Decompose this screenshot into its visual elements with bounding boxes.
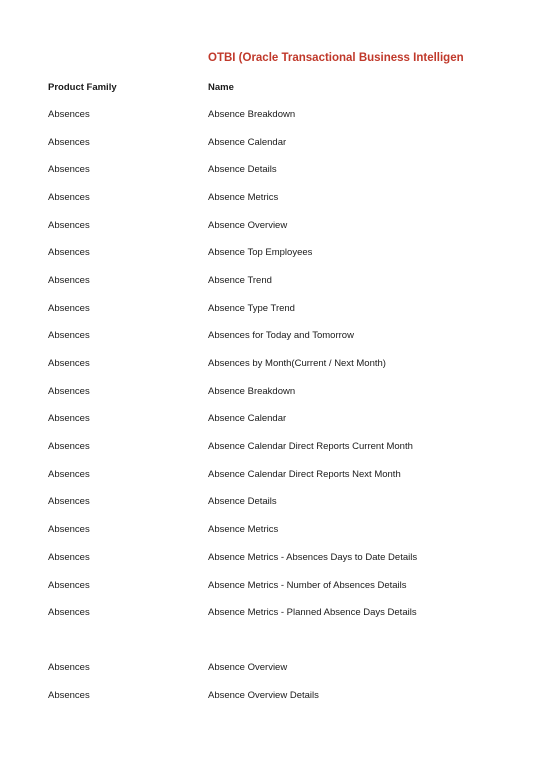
cell-name: Absence Calendar Direct Reports Next Month bbox=[208, 469, 401, 480]
document-title: OTBI (Oracle Transactional Business Intelligen bbox=[208, 52, 464, 64]
cell-name: Absence Top Employees bbox=[208, 247, 313, 258]
cell-product-family: Absences bbox=[48, 330, 90, 341]
cell-name: Absence Overview bbox=[208, 662, 288, 673]
header-name: Name bbox=[208, 82, 234, 93]
cell-name: Absence Metrics - Absences Days to Date Details bbox=[208, 552, 418, 563]
cell-product-family: Absences bbox=[48, 275, 90, 286]
cell-product-family: Absences bbox=[48, 413, 90, 424]
header-product-family: Product Family bbox=[48, 82, 117, 93]
cell-name: Absence Details bbox=[208, 496, 277, 507]
cell-name: Absence Calendar bbox=[208, 413, 287, 424]
cell-name: Absences for Today and Tomorrow bbox=[208, 330, 354, 341]
cell-name: Absence Details bbox=[208, 164, 277, 175]
cell-product-family: Absences bbox=[48, 247, 90, 258]
cell-name: Absence Overview bbox=[208, 220, 288, 231]
cell-product-family: Absences bbox=[48, 607, 90, 618]
cell-product-family: Absences bbox=[48, 303, 90, 314]
cell-name: Absence Metrics - Number of Absences Details bbox=[208, 580, 407, 591]
cell-name: Absence Trend bbox=[208, 275, 272, 286]
cell-product-family: Absences bbox=[48, 580, 90, 591]
cell-product-family: Absences bbox=[48, 220, 90, 231]
cell-product-family: Absences bbox=[48, 386, 90, 397]
cell-product-family: Absences bbox=[48, 358, 90, 369]
cell-name: Absence Metrics - Planned Absence Days Details bbox=[208, 607, 417, 618]
cell-product-family: Absences bbox=[48, 109, 90, 120]
cell-product-family: Absences bbox=[48, 192, 90, 203]
cell-name: Absence Breakdown bbox=[208, 386, 296, 397]
cell-product-family: Absences bbox=[48, 137, 90, 148]
cell-name: Absence Type Trend bbox=[208, 303, 295, 314]
cell-product-family: Absences bbox=[48, 690, 90, 701]
cell-product-family: Absences bbox=[48, 662, 90, 673]
cell-name: Absence Metrics bbox=[208, 524, 279, 535]
cell-product-family: Absences bbox=[48, 552, 90, 563]
cell-name: Absence Breakdown bbox=[208, 109, 296, 120]
cell-name: Absence Calendar Direct Reports Current Month bbox=[208, 441, 413, 452]
cell-product-family: Absences bbox=[48, 496, 90, 507]
cell-product-family: Absences bbox=[48, 524, 90, 535]
cell-product-family: Absences bbox=[48, 441, 90, 452]
cell-name: Absence Overview Details bbox=[208, 690, 319, 701]
cell-name: Absences by Month(Current / Next Month) bbox=[208, 358, 386, 369]
cell-name: Absence Calendar bbox=[208, 137, 287, 148]
cell-name: Absence Metrics bbox=[208, 192, 279, 203]
cell-product-family: Absences bbox=[48, 164, 90, 175]
cell-product-family: Absences bbox=[48, 469, 90, 480]
